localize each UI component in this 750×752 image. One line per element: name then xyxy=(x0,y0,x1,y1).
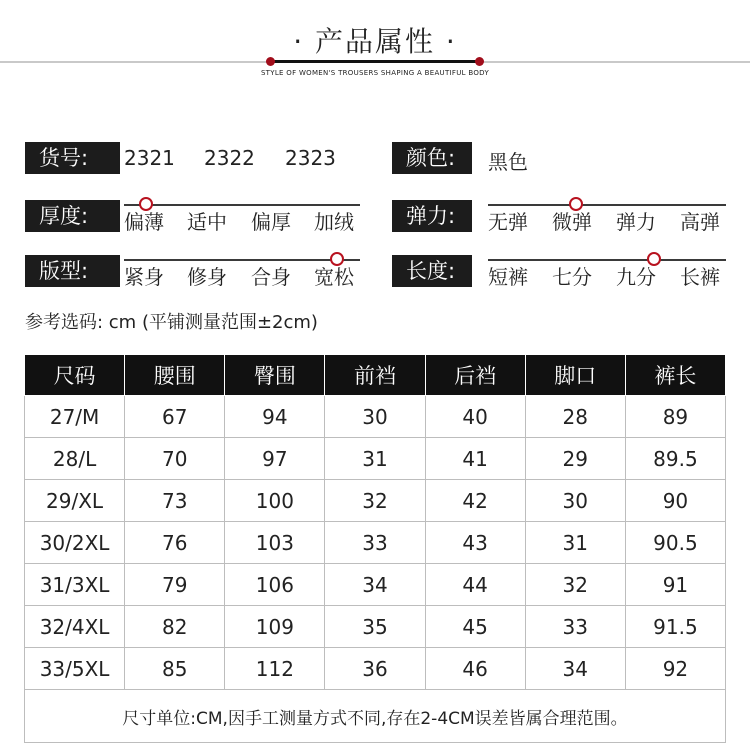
size-table-footer-row xyxy=(25,690,726,743)
table-row xyxy=(25,648,726,690)
elasticity-label: 弹力: xyxy=(392,200,472,232)
table-cell: 46 xyxy=(425,648,525,690)
column-header-leg-opening: 脚口 xyxy=(525,355,625,396)
table-cell: 79 xyxy=(125,564,225,606)
item-no-value-3: 2323 xyxy=(285,146,336,170)
table-cell: 45 xyxy=(425,606,525,648)
thickness-label: 厚度: xyxy=(25,200,120,232)
page-title: · 产品属性 · xyxy=(293,25,457,58)
table-cell: 90 xyxy=(625,480,725,522)
table-cell: 76 xyxy=(125,522,225,564)
table-cell: 91 xyxy=(625,564,725,606)
item-no-label: 货号: xyxy=(25,142,120,174)
table-row xyxy=(25,606,726,648)
table-cell: 31 xyxy=(525,522,625,564)
table-cell: 35 xyxy=(325,606,425,648)
table-cell: 97 xyxy=(225,438,325,480)
table-cell: 94 xyxy=(225,396,325,438)
table-cell: 89 xyxy=(625,396,725,438)
table-row xyxy=(25,396,726,438)
length-option-3: 九分 xyxy=(616,265,656,289)
table-row xyxy=(25,438,726,480)
color-label: 颜色: xyxy=(392,142,472,174)
table-cell: 28/L xyxy=(25,438,125,480)
column-header-back-rise: 后裆 xyxy=(425,355,525,396)
table-cell: 70 xyxy=(125,438,225,480)
table-cell: 40 xyxy=(425,396,525,438)
table-cell: 29 xyxy=(525,438,625,480)
table-cell: 67 xyxy=(125,396,225,438)
size-table-header-row xyxy=(25,355,726,396)
table-cell: 27/M xyxy=(25,396,125,438)
table-cell: 106 xyxy=(225,564,325,606)
header-divider-right xyxy=(480,61,750,63)
page-subtitle: STYLE OF WOMEN'S TROUSERS SHAPING A BEAUTIFUL BODY xyxy=(260,69,490,77)
table-cell: 43 xyxy=(425,522,525,564)
table-cell: 112 xyxy=(225,648,325,690)
column-header-hip: 臀围 xyxy=(225,355,325,396)
length-option-2: 七分 xyxy=(552,265,592,289)
length-option-4: 长裤 xyxy=(680,265,720,289)
table-cell: 32 xyxy=(525,564,625,606)
table-cell: 34 xyxy=(325,564,425,606)
column-header-size: 尺码 xyxy=(25,355,125,396)
length-option-1: 短裤 xyxy=(488,265,528,289)
elasticity-option-2: 微弹 xyxy=(552,210,592,234)
column-header-waist: 腰围 xyxy=(125,355,225,396)
table-cell: 32/4XL xyxy=(25,606,125,648)
table-cell: 41 xyxy=(425,438,525,480)
table-cell: 33 xyxy=(325,522,425,564)
table-cell: 33 xyxy=(525,606,625,648)
thickness-option-4: 加绒 xyxy=(314,210,354,234)
column-header-length: 裤长 xyxy=(625,355,725,396)
item-no-value-2: 2322 xyxy=(204,146,255,170)
table-cell: 85 xyxy=(125,648,225,690)
table-row xyxy=(25,564,726,606)
table-cell: 91.5 xyxy=(625,606,725,648)
table-cell: 31 xyxy=(325,438,425,480)
fit-option-1: 紧身 xyxy=(124,265,164,289)
column-header-front-rise: 前裆 xyxy=(325,355,425,396)
table-cell: 30 xyxy=(325,396,425,438)
table-cell: 73 xyxy=(125,480,225,522)
table-cell: 36 xyxy=(325,648,425,690)
size-table xyxy=(24,354,726,743)
table-cell: 28 xyxy=(525,396,625,438)
table-cell: 33/5XL xyxy=(25,648,125,690)
fit-option-3: 合身 xyxy=(251,265,291,289)
elasticity-option-4: 高弹 xyxy=(680,210,720,234)
size-reference-note: 参考选码: cm (平铺测量范围±2cm) xyxy=(25,312,318,333)
table-cell: 29/XL xyxy=(25,480,125,522)
table-cell: 89.5 xyxy=(625,438,725,480)
thickness-option-3: 偏厚 xyxy=(251,210,291,234)
table-cell: 31/3XL xyxy=(25,564,125,606)
table-cell: 92 xyxy=(625,648,725,690)
fit-label: 版型: xyxy=(25,255,120,287)
table-cell: 32 xyxy=(325,480,425,522)
thickness-option-1: 偏薄 xyxy=(124,210,164,234)
table-cell: 34 xyxy=(525,648,625,690)
table-row xyxy=(25,522,726,564)
table-cell: 30/2XL xyxy=(25,522,125,564)
fit-option-4: 宽松 xyxy=(314,265,354,289)
fit-option-2: 修身 xyxy=(187,265,227,289)
color-value: 黑色 xyxy=(488,150,528,174)
item-no-value-1: 2321 xyxy=(124,146,175,170)
title-underline xyxy=(270,60,480,63)
table-cell: 103 xyxy=(225,522,325,564)
length-label: 长度: xyxy=(392,255,472,287)
table-cell: 109 xyxy=(225,606,325,648)
table-cell: 100 xyxy=(225,480,325,522)
elasticity-option-1: 无弹 xyxy=(488,210,528,234)
table-cell: 30 xyxy=(525,480,625,522)
table-row xyxy=(25,480,726,522)
elasticity-option-3: 弹力 xyxy=(616,210,656,234)
table-cell: 82 xyxy=(125,606,225,648)
table-cell: 42 xyxy=(425,480,525,522)
table-cell: 90.5 xyxy=(625,522,725,564)
header-divider-left xyxy=(0,61,270,63)
thickness-option-2: 适中 xyxy=(187,210,227,234)
table-cell: 44 xyxy=(425,564,525,606)
size-table-footnote: 尺寸单位:CM,因手工测量方式不同,存在2-4CM误差皆属合理范围。 xyxy=(25,690,726,743)
